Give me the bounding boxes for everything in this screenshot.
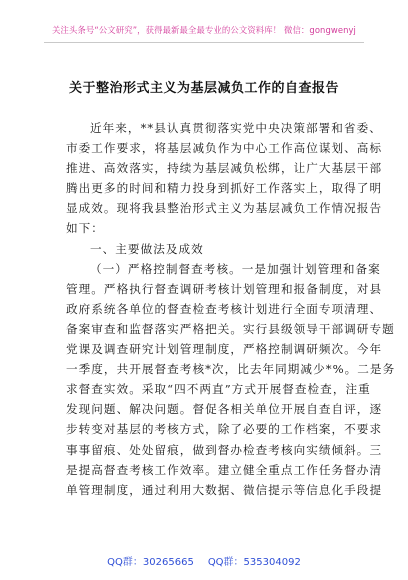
footer-qq-group-1: QQ群：30265665: [107, 557, 194, 568]
body-line: 显成效。现将我县整治形式主义为基层减负工作情况报告: [66, 201, 383, 216]
body-line: 近年来，**县认真贯彻落实党中央决策部署和省委、: [90, 121, 382, 135]
body-line: 如下：: [66, 221, 104, 236]
body-line: 是提高督查考核工作效率。建立健全重点工作任务督办清: [66, 462, 383, 477]
document-body: [66, 118, 396, 500]
body-line: 管理。严格执行督查调研考核计划管理和报备制度，对县: [66, 281, 383, 296]
body-line: 备案审查和监督落实严格把关。实行县级领导干部调研专题: [66, 321, 395, 336]
footer: [0, 553, 408, 568]
header-banner: 关注头条号“公文研究”，获得最新最全最专业的公文资料库！ 微信：gongwenyj: [52, 25, 356, 35]
footer-qq-group-2: QQ群：535304092: [207, 557, 301, 568]
body-line: 推进、高效落实，持续为基层减负松绑，让广大基层干部: [66, 161, 383, 176]
body-line: 单管理制度，通过利用大数据、微信提示等信息化手段提: [66, 482, 383, 497]
body-line: 市委工作要求，将基层减负作为中心工作高位谋划、高标: [66, 141, 383, 156]
body-line: 党课及调查研究计划管理制度，严格控制调研频次。今年: [66, 342, 383, 357]
body-line: 政府系统各单位的督查检查考核计划进行全面专项清理、: [66, 301, 383, 316]
body-line: 发现问题、解决问题。督促各相关单位开展自查自评，逐: [66, 402, 383, 417]
header-divider: [44, 42, 364, 43]
document-title: 关于整治形式主义为基层减负工作的自查报告: [68, 81, 339, 96]
body-line: 一季度，共开展督查考核*次，比去年同期减少*%。二是务: [66, 362, 396, 377]
body-line: 事事留痕、处处留痕，做到督办检查考核向实绩倾斜。三: [66, 442, 383, 457]
body-line: 腾出更多的时间和精力投身到抓好工作落实上，取得了明: [66, 181, 383, 196]
body-line: 一、主要做法及成效: [90, 241, 204, 256]
body-line: （一）严格控制督查考核。一是加强计划管理和备案: [90, 261, 381, 276]
body-line: 步转变对基层的考核方式，除了必要的工作档案，不要求: [66, 422, 383, 437]
body-line: 求督查实效。采取“四不两直”方式开展督查检查，注重: [66, 382, 371, 397]
